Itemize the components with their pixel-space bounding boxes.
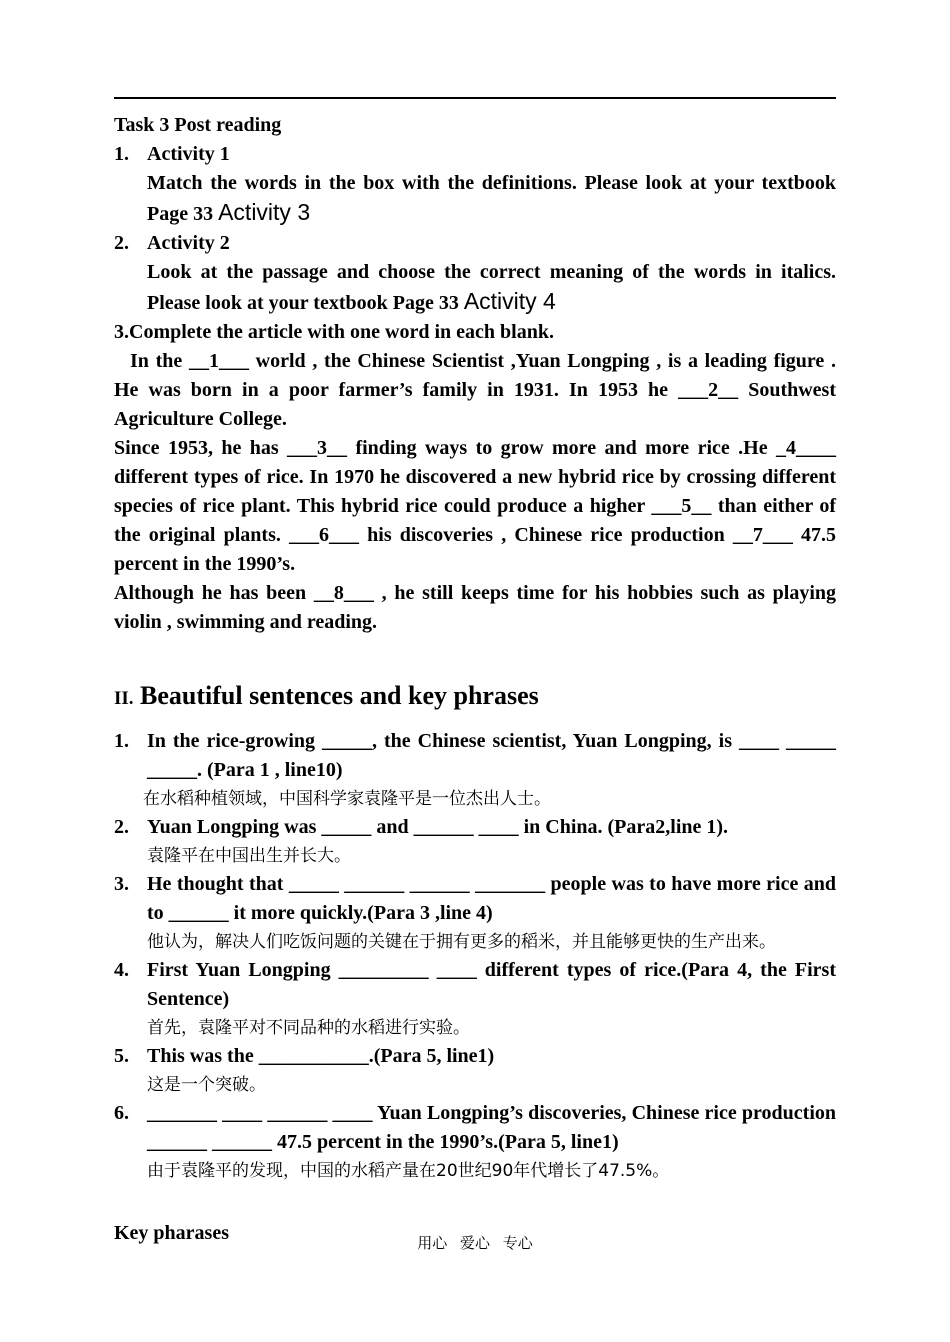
item-number: 1.	[114, 143, 129, 165]
sentence-text: First Yuan Longping _________ ____ different types of rice.(Para 4, the First Sentence)	[147, 959, 836, 1010]
sentence-item	[114, 813, 836, 842]
section-number: II.	[114, 688, 134, 709]
page-footer: 用心 爱心 专心	[417, 1234, 533, 1252]
chinese-translation: 在水稻种植领域，中国科学家袁隆平是一位杰出人士。	[143, 789, 551, 809]
chinese-translation: 这是一个突破。	[147, 1075, 266, 1095]
item-number: 5.	[114, 1045, 129, 1067]
chinese-translation: 由于袁隆平的发现，中国的水稻产量在20世纪90年代增长了47.5%。	[147, 1161, 670, 1181]
sentence-text: _______ ____ ______ ____ Yuan Longping’s discoveries, Chinese rice production ______ ______ 47.5 percent in the 1990’s.(Para 5, line1)	[147, 1102, 836, 1153]
task-title: Task 3 Post reading	[114, 114, 282, 136]
sentence-item	[114, 870, 836, 928]
sentence-text: In the rice-growing _____, the Chinese scientist, Yuan Longping, is ____ _____ _____. (Para 1 , line10)	[147, 730, 836, 781]
activity-text: Look at the passage and choose the correct meaning of the words in italics. Please look at your textbook Page 33	[147, 261, 836, 314]
key-phrases-heading: Key pharases	[114, 1222, 229, 1244]
sentence-item	[114, 727, 836, 785]
sentence-item	[114, 1099, 836, 1157]
item-number: 1.	[114, 730, 129, 752]
activity-instructions	[147, 169, 836, 229]
activity-text: Match the words in the box with the definitions. Please look at your textbook Page 33	[147, 172, 836, 225]
activity-item	[114, 140, 836, 229]
article-paragraph: In the __1___ world , the Chinese Scientist ,Yuan Longping , is a leading figure . He was born in a poor farmer’s family in 1931. In 1953 he ___2__ Southwest Agriculture College.	[114, 350, 836, 430]
document-body	[114, 111, 836, 1248]
chinese-translation: 袁隆平在中国出生并长大。	[147, 846, 351, 866]
sentence-item	[114, 1042, 836, 1071]
chinese-translation: 首先，袁隆平对不同品种的水稻进行实验。	[147, 1018, 470, 1038]
activity-label: Activity 2	[147, 232, 230, 254]
top-rule	[114, 97, 836, 99]
item-number: 3.	[114, 873, 129, 895]
sentence-text: He thought that _____ ______ ______ _______ people was to have more rice and to ______ it more quickly.(Para 3 ,line 4)	[147, 873, 836, 924]
item-number: 4.	[114, 959, 129, 981]
article-paragraph: Although he has been __8___ , he still keeps time for his hobbies such as playing violin , swimming and reading.	[114, 582, 836, 633]
chinese-translation: 他认为，解决人们吃饭问题的关键在于拥有更多的稻米，并且能够更快的生产出来。	[147, 932, 776, 952]
activity-label: Activity 1	[147, 143, 230, 165]
item-number: 6.	[114, 1102, 129, 1124]
section-heading	[114, 679, 836, 716]
sentence-text: Yuan Longping was _____ and ______ ____ in China. (Para2,line 1).	[147, 816, 729, 838]
activity-item	[114, 229, 836, 318]
complete-title: 3.Complete the article with one word in each blank.	[114, 321, 554, 343]
item-number: 2.	[114, 816, 129, 838]
activity-instructions	[147, 258, 836, 318]
activity-ref: Activity 3	[218, 199, 311, 225]
sentence-text: This was the ___________.(Para 5, line1)	[147, 1045, 495, 1067]
sentence-item	[114, 956, 836, 1014]
item-number: 2.	[114, 232, 129, 254]
section-title: Beautiful sentences and key phrases	[140, 681, 539, 710]
article-paragraph: Since 1953, he has ___3__ finding ways to grow more and more rice .He _4____ different types of rice. In 1970 he discovered a new hybrid rice by crossing different species of rice plant. This hybrid rice could produce a higher ___5__ than either of the original plants. ___6___ his discoveries , Chinese rice production __7___ 47.5 percent in the 1990’s.	[114, 437, 836, 575]
activity-ref: Activity 4	[463, 288, 556, 314]
